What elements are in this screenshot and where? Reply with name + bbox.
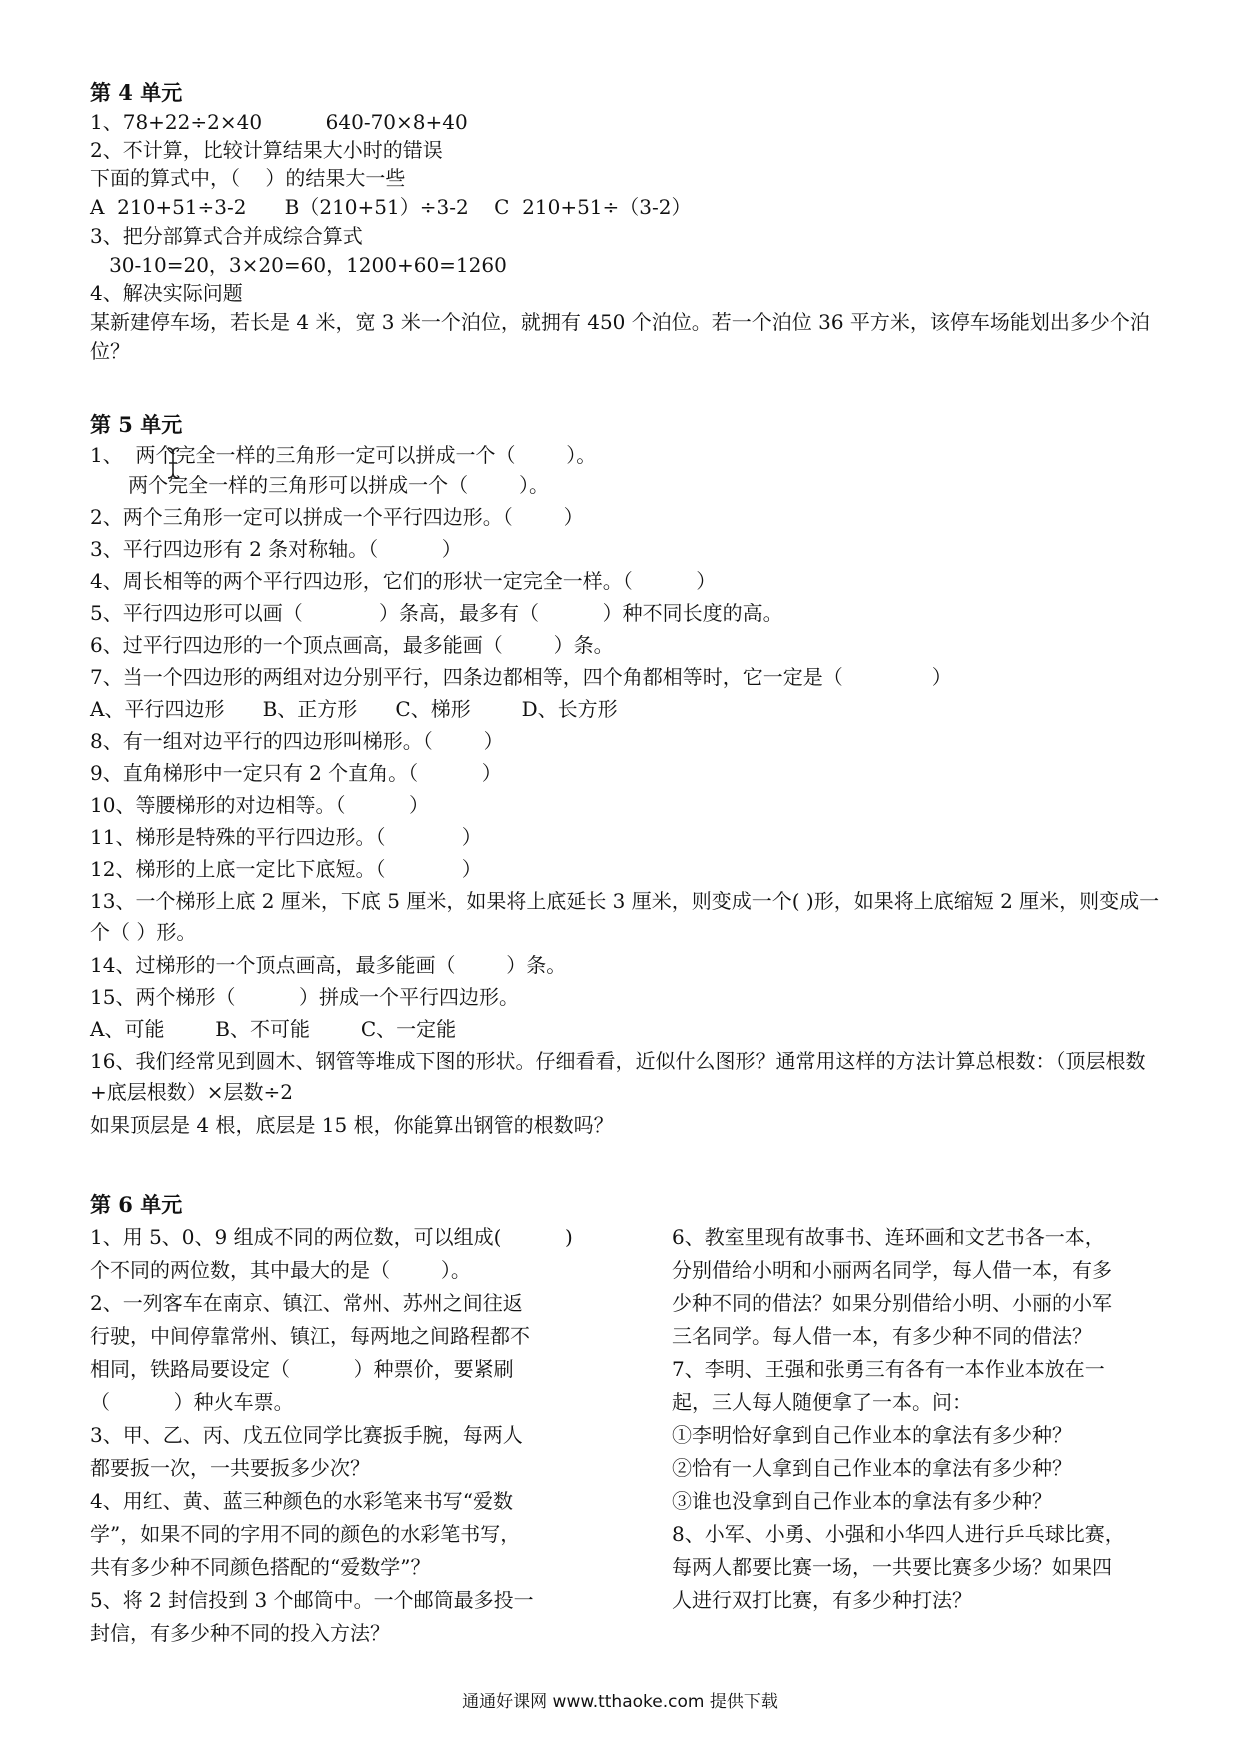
unit5-line: 14、过梯形的一个顶点画高，最多能画（ ）条。 xyxy=(90,953,567,977)
unit6-right-line: 分别借给小明和小丽两名同学，每人借一本，有多 xyxy=(672,1258,1112,1282)
unit6-right-line: 起，三人每人随便拿了一本。问： xyxy=(672,1390,972,1414)
unit6-right-line: 6、教室里现有故事书、连环画和文艺书各一本， xyxy=(672,1225,1105,1249)
unit5-line: 两个完全一样的三角形可以拼成一个（ ）。 xyxy=(90,473,550,497)
unit5-line: 2、两个三角形一定可以拼成一个平行四边形。（ ） xyxy=(90,505,584,529)
unit6-left-line: 个不同的两位数，其中最大的是（ ）。 xyxy=(90,1258,471,1282)
unit6-right-line: 少种不同的借法？如果分别借给小明、小丽的小军 xyxy=(672,1291,1112,1315)
unit5-line: 12、梯形的上底一定比下底短。（ ） xyxy=(90,857,482,881)
unit6-left-line: 2、一列客车在南京、镇江、常州、苏州之间往返 xyxy=(90,1291,523,1315)
unit6-right-line: 7、李明、王强和张勇三有各有一本作业本放在一 xyxy=(672,1357,1105,1381)
unit6-left-line: 都要扳一次，一共要扳多少次？ xyxy=(90,1456,370,1480)
unit6-left-line: 4、用红、黄、蓝三种颜色的水彩笔来书写“爱数 xyxy=(90,1489,513,1513)
unit5-line: 8、有一组对边平行的四边形叫梯形。（ ） xyxy=(90,729,504,753)
unit4-line: 3、把分部算式合并成综合算式 xyxy=(90,224,363,248)
unit6-right-line: 每两人都要比赛一场，一共要比赛多少场？如果四 xyxy=(672,1555,1112,1579)
footer-download-note: 通通好课网 www.tthaoke.com 提供下载 xyxy=(462,1692,778,1712)
unit5-line: 10、等腰梯形的对边相等。（ ） xyxy=(90,793,430,817)
unit5-line: 7、当一个四边形的两组对边分别平行，四条边都相等，四个角都相等时，它一定是（ ） xyxy=(90,665,952,689)
unit5-title: 第 5 单元 xyxy=(90,412,183,437)
unit5-line: 15、两个梯形（ ）拼成一个平行四边形。 xyxy=(90,985,520,1009)
unit4-line: 2、不计算，比较计算结果大小时的错误 xyxy=(90,138,443,162)
unit5-line: 16、我们经常见到圆木、钢管等堆成下图的形状。仔细看看，近似什么图形？通常用这样的方法计算总根数：（顶层根数+底层根数）×层数÷2 xyxy=(90,1049,1146,1104)
unit6-left-line: 1、用 5、0、9 组成不同的两位数，可以组成( ) xyxy=(90,1225,573,1249)
unit6-left-line: 相同，铁路局要设定（ ）种票价，要紧刷 xyxy=(90,1357,514,1381)
unit5-line: 11、梯形是特殊的平行四边形。（ ） xyxy=(90,825,482,849)
unit4-line: 4、解决实际问题 xyxy=(90,281,243,305)
unit6-right-line: ②恰有一人拿到自己作业本的拿法有多少种？ xyxy=(672,1456,1072,1480)
unit6-right-line: 8、小军、小勇、小强和小华四人进行乒乓球比赛， xyxy=(672,1522,1125,1546)
unit6-right-line: ③谁也没拿到自己作业本的拿法有多少种？ xyxy=(672,1489,1052,1513)
unit5-line: 3、平行四边形有 2 条对称轴。（ ） xyxy=(90,537,462,561)
unit5-line: 9、直角梯形中一定只有 2 个直角。（ ） xyxy=(90,761,502,785)
unit5-line: 5、平行四边形可以画（ ）条高，最多有（ ）种不同长度的高。 xyxy=(90,601,783,625)
unit6-left-line: 封信，有多少种不同的投入方法？ xyxy=(90,1621,390,1645)
unit6-title: 第 6 单元 xyxy=(90,1192,183,1217)
unit6-left-line: 共有多少种不同颜色搭配的“爱数学”？ xyxy=(90,1555,431,1579)
unit6-right-line: 人进行双打比赛，有多少种打法？ xyxy=(672,1588,972,1612)
unit6-left-line: （ ）种火车票。 xyxy=(90,1390,294,1414)
unit6-left-line: 行驶，中间停靠常州、镇江，每两地之间路程都不 xyxy=(90,1324,530,1348)
unit4-title: 第 4 单元 xyxy=(90,80,183,105)
unit6-left-line: 学”，如果不同的字用不同的颜色的水彩笔书写， xyxy=(90,1522,521,1546)
unit5-line: 1、 两个完全一样的三角形一定可以拼成一个（ ）。 xyxy=(90,443,597,467)
unit5-line: A、平行四边形 B、正方形 C、梯形 D、长方形 xyxy=(90,697,618,721)
unit5-line: 13、一个梯形上底 2 厘米，下底 5 厘米，如果将上底延长 3 厘米，则变成一个( )形，如果将上底缩短 2 厘米，则变成一个（ ）形。 xyxy=(90,889,1160,944)
unit4-line: A 210+51÷3-2 B（210+51）÷3-2 C 210+51÷（3-2） xyxy=(90,195,692,219)
unit6-right-line: 三名同学。每人借一本，有多少种不同的借法？ xyxy=(672,1324,1092,1348)
unit6-right-line: ①李明恰好拿到自己作业本的拿法有多少种？ xyxy=(672,1423,1072,1447)
unit4-word-problem: 某新建停车场，若长是 4 米，宽 3 米一个泊位，就拥有 450 个泊位。若一个泊位 36 平方米，该停车场能划出多少个泊位？ xyxy=(90,310,1150,363)
unit6-left-line: 3、甲、乙、丙、戊五位同学比赛扳手腕，每两人 xyxy=(90,1423,523,1447)
unit4-line: 1、78+22÷2×40 640-70×8+40 xyxy=(90,110,468,134)
unit5-line: 4、周长相等的两个平行四边形，它们的形状一定完全一样。（ ） xyxy=(90,569,717,593)
unit5-line: 6、过平行四边形的一个顶点画高，最多能画（ ）条。 xyxy=(90,633,614,657)
unit4-line: 下面的算式中，（ ）的结果大一些 xyxy=(90,166,406,190)
unit6-left-line: 5、将 2 封信投到 3 个邮筒中。一个邮筒最多投一 xyxy=(90,1588,534,1612)
unit5-line: A、可能 B、不可能 C、一定能 xyxy=(90,1017,457,1041)
unit5-line: 如果顶层是 4 根，底层是 15 根，你能算出钢管的根数吗？ xyxy=(90,1113,614,1137)
unit4-line: 30-10=20，3×20=60，1200+60=1260 xyxy=(90,253,507,277)
text-cursor-icon xyxy=(166,446,180,480)
